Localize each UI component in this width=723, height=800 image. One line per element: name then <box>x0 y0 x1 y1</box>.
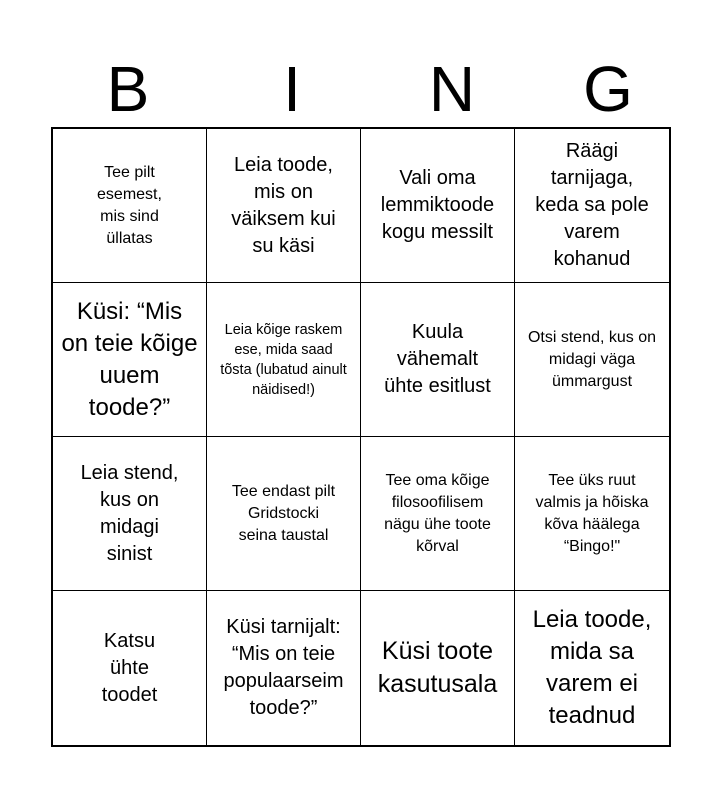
bingo-cell[interactable] <box>53 437 207 591</box>
bingo-cell-text: Tee pilt esemest, mis sind üllatas <box>97 163 162 247</box>
bingo-cell[interactable] <box>515 283 669 437</box>
bingo-cell[interactable] <box>53 591 207 745</box>
bingo-cell[interactable] <box>207 591 361 745</box>
bingo-cell-text: Kuula vähemalt ühte esitlust <box>384 321 491 397</box>
bingo-cell[interactable] <box>361 591 515 745</box>
bingo-header <box>52 50 672 128</box>
bingo-cell-text: Leia stend, kus on midagi sinist <box>80 461 179 565</box>
header-letter-b: B <box>106 53 150 125</box>
bingo-cell-text: Tee endast pilt Gridstocki seina taustal <box>231 482 336 544</box>
bingo-board <box>51 127 671 747</box>
bingo-cell[interactable] <box>207 437 361 591</box>
bingo-cell[interactable] <box>361 129 515 283</box>
bingo-cell[interactable] <box>515 591 669 745</box>
bingo-cell-text: Leia kõige raskem ese, mida saad tõsta (lubatud ainult näidised!) <box>220 321 347 398</box>
bingo-cell-text: Küsi: “Mis on teie kõige uuem toode?” <box>61 297 198 421</box>
header-letter-i: I <box>283 53 301 125</box>
bingo-cell-text: Vali oma lemmiktoode kogu messilt <box>380 167 495 243</box>
bingo-cell-text: Küsi tarnijalt: “Mis on teie populaarseim toode?” <box>223 616 344 719</box>
bingo-cell-text: Küsi toote kasutusala <box>377 637 498 698</box>
bingo-cell-text: Räägi tarnijaga, keda sa pole varem kohanud <box>535 140 649 270</box>
bingo-cell[interactable] <box>361 283 515 437</box>
bingo-cell[interactable] <box>53 283 207 437</box>
bingo-cell[interactable] <box>515 437 669 591</box>
bingo-cell[interactable] <box>207 129 361 283</box>
bingo-cell[interactable] <box>515 129 669 283</box>
bingo-cell-text: Tee üks ruut valmis ja hõiska kõva häälega “Bingo!" <box>535 471 649 555</box>
bingo-cell-text: Katsu ühte toodet <box>101 629 158 706</box>
bingo-cell[interactable] <box>207 283 361 437</box>
bingo-cell-text: Tee oma kõige filosoofilisem nägu ühe toote kõrval <box>384 471 491 555</box>
bingo-cell-text: Leia toode, mis on väiksem kui su käsi <box>231 153 336 257</box>
bingo-cell[interactable] <box>361 437 515 591</box>
bingo-cell[interactable] <box>53 129 207 283</box>
bingo-cell-text: Leia toode, mida sa varem ei teadnud <box>532 606 652 729</box>
bingo-cell-text: Otsi stend, kus on midagi väga ümmargust <box>527 328 657 390</box>
header-letter-n: N <box>428 53 476 125</box>
header-letter-g: G <box>583 53 633 125</box>
